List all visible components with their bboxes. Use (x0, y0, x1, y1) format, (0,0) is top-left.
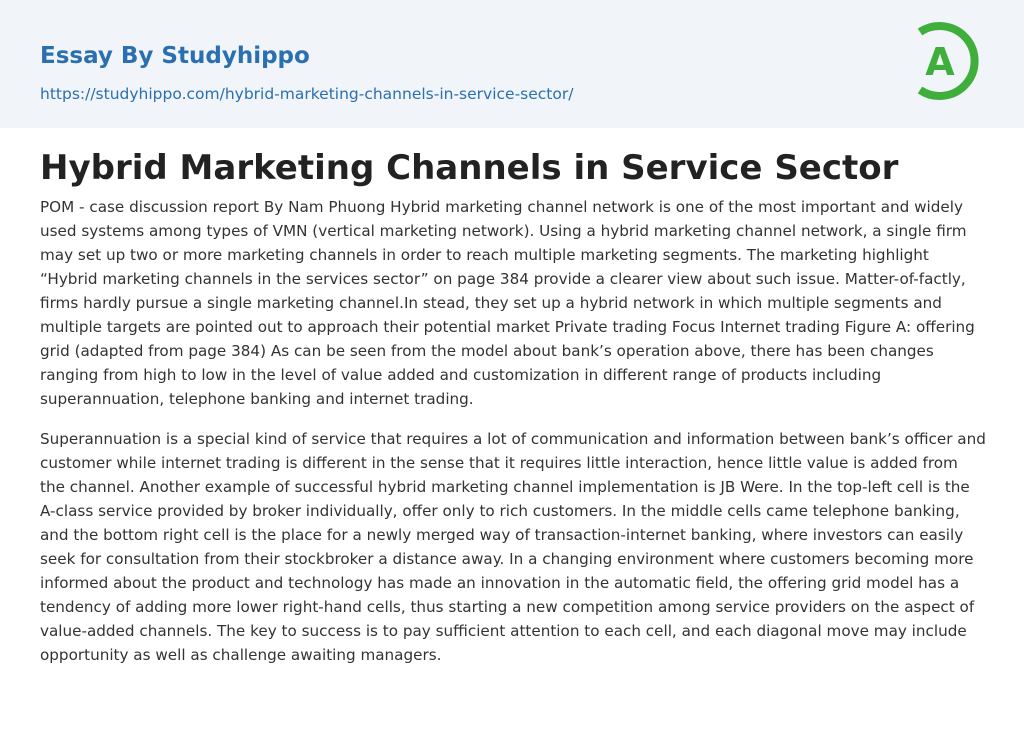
article-title: Hybrid Marketing Channels in Service Sector (40, 148, 899, 188)
brand-title[interactable]: Essay By Studyhippo (40, 43, 310, 69)
studyhippo-logo-icon[interactable] (912, 18, 986, 104)
article-paragraph-1: POM - case discussion report By Nam Phuong Hybrid marketing channel network is one of the most important and widely used systems among types of VMN (vertical marketing network). Using a hybrid marketing channel network, a single firm may set up two or more marketing channels in order to reach multiple marketing segments. The marketing highlight “Hybrid marketing channels in the services sector” on page 384 provide a clearer view about such issue. Matter-of-factly, firms hardly pursue a single marketing channel.In stead, they set up a hybrid network in which multiple segments and multiple targets are pointed out to approach their potential market Private trading Focus Internet trading Figure A: offering grid (adapted from page 384) As can be seen from the model about bank’s operation above, there has been changes ranging from high to low in the level of value added and customization in different range of products including superannuation, telephone banking and internet trading. (40, 198, 975, 408)
logo-letter: A (925, 40, 955, 84)
article-paragraph-2: Superannuation is a special kind of service that requires a lot of communication and information between bank’s officer and customer while internet trading is different in the sense that it requires little interaction, hence little value is added from the channel. Another example of successful hybrid marketing channel implementation is JB Were. In the top-left cell is the A-class service provided by broker individually, offer only to rich customers. In the middle cells came telephone banking, and the bottom right cell is the place for a newly merged way of transaction-internet banking, where investors can easily seek for consultation from their stockbroker a distance away. In a changing environment where customers becoming more informed about the product and technology has made an innovation in the automatic field, the offering grid model has a tendency of adding more lower right-hand cells, thus starting a new competition among service providers on the aspect of value-added channels. The key to success is to pay sufficient attention to each cell, and each diagonal move may include opportunity as well as challenge awaiting managers. (40, 430, 986, 664)
article-body (40, 195, 986, 683)
article-url-link[interactable]: https://studyhippo.com/hybrid-marketing-channels-in-service-sector/ (40, 85, 574, 103)
